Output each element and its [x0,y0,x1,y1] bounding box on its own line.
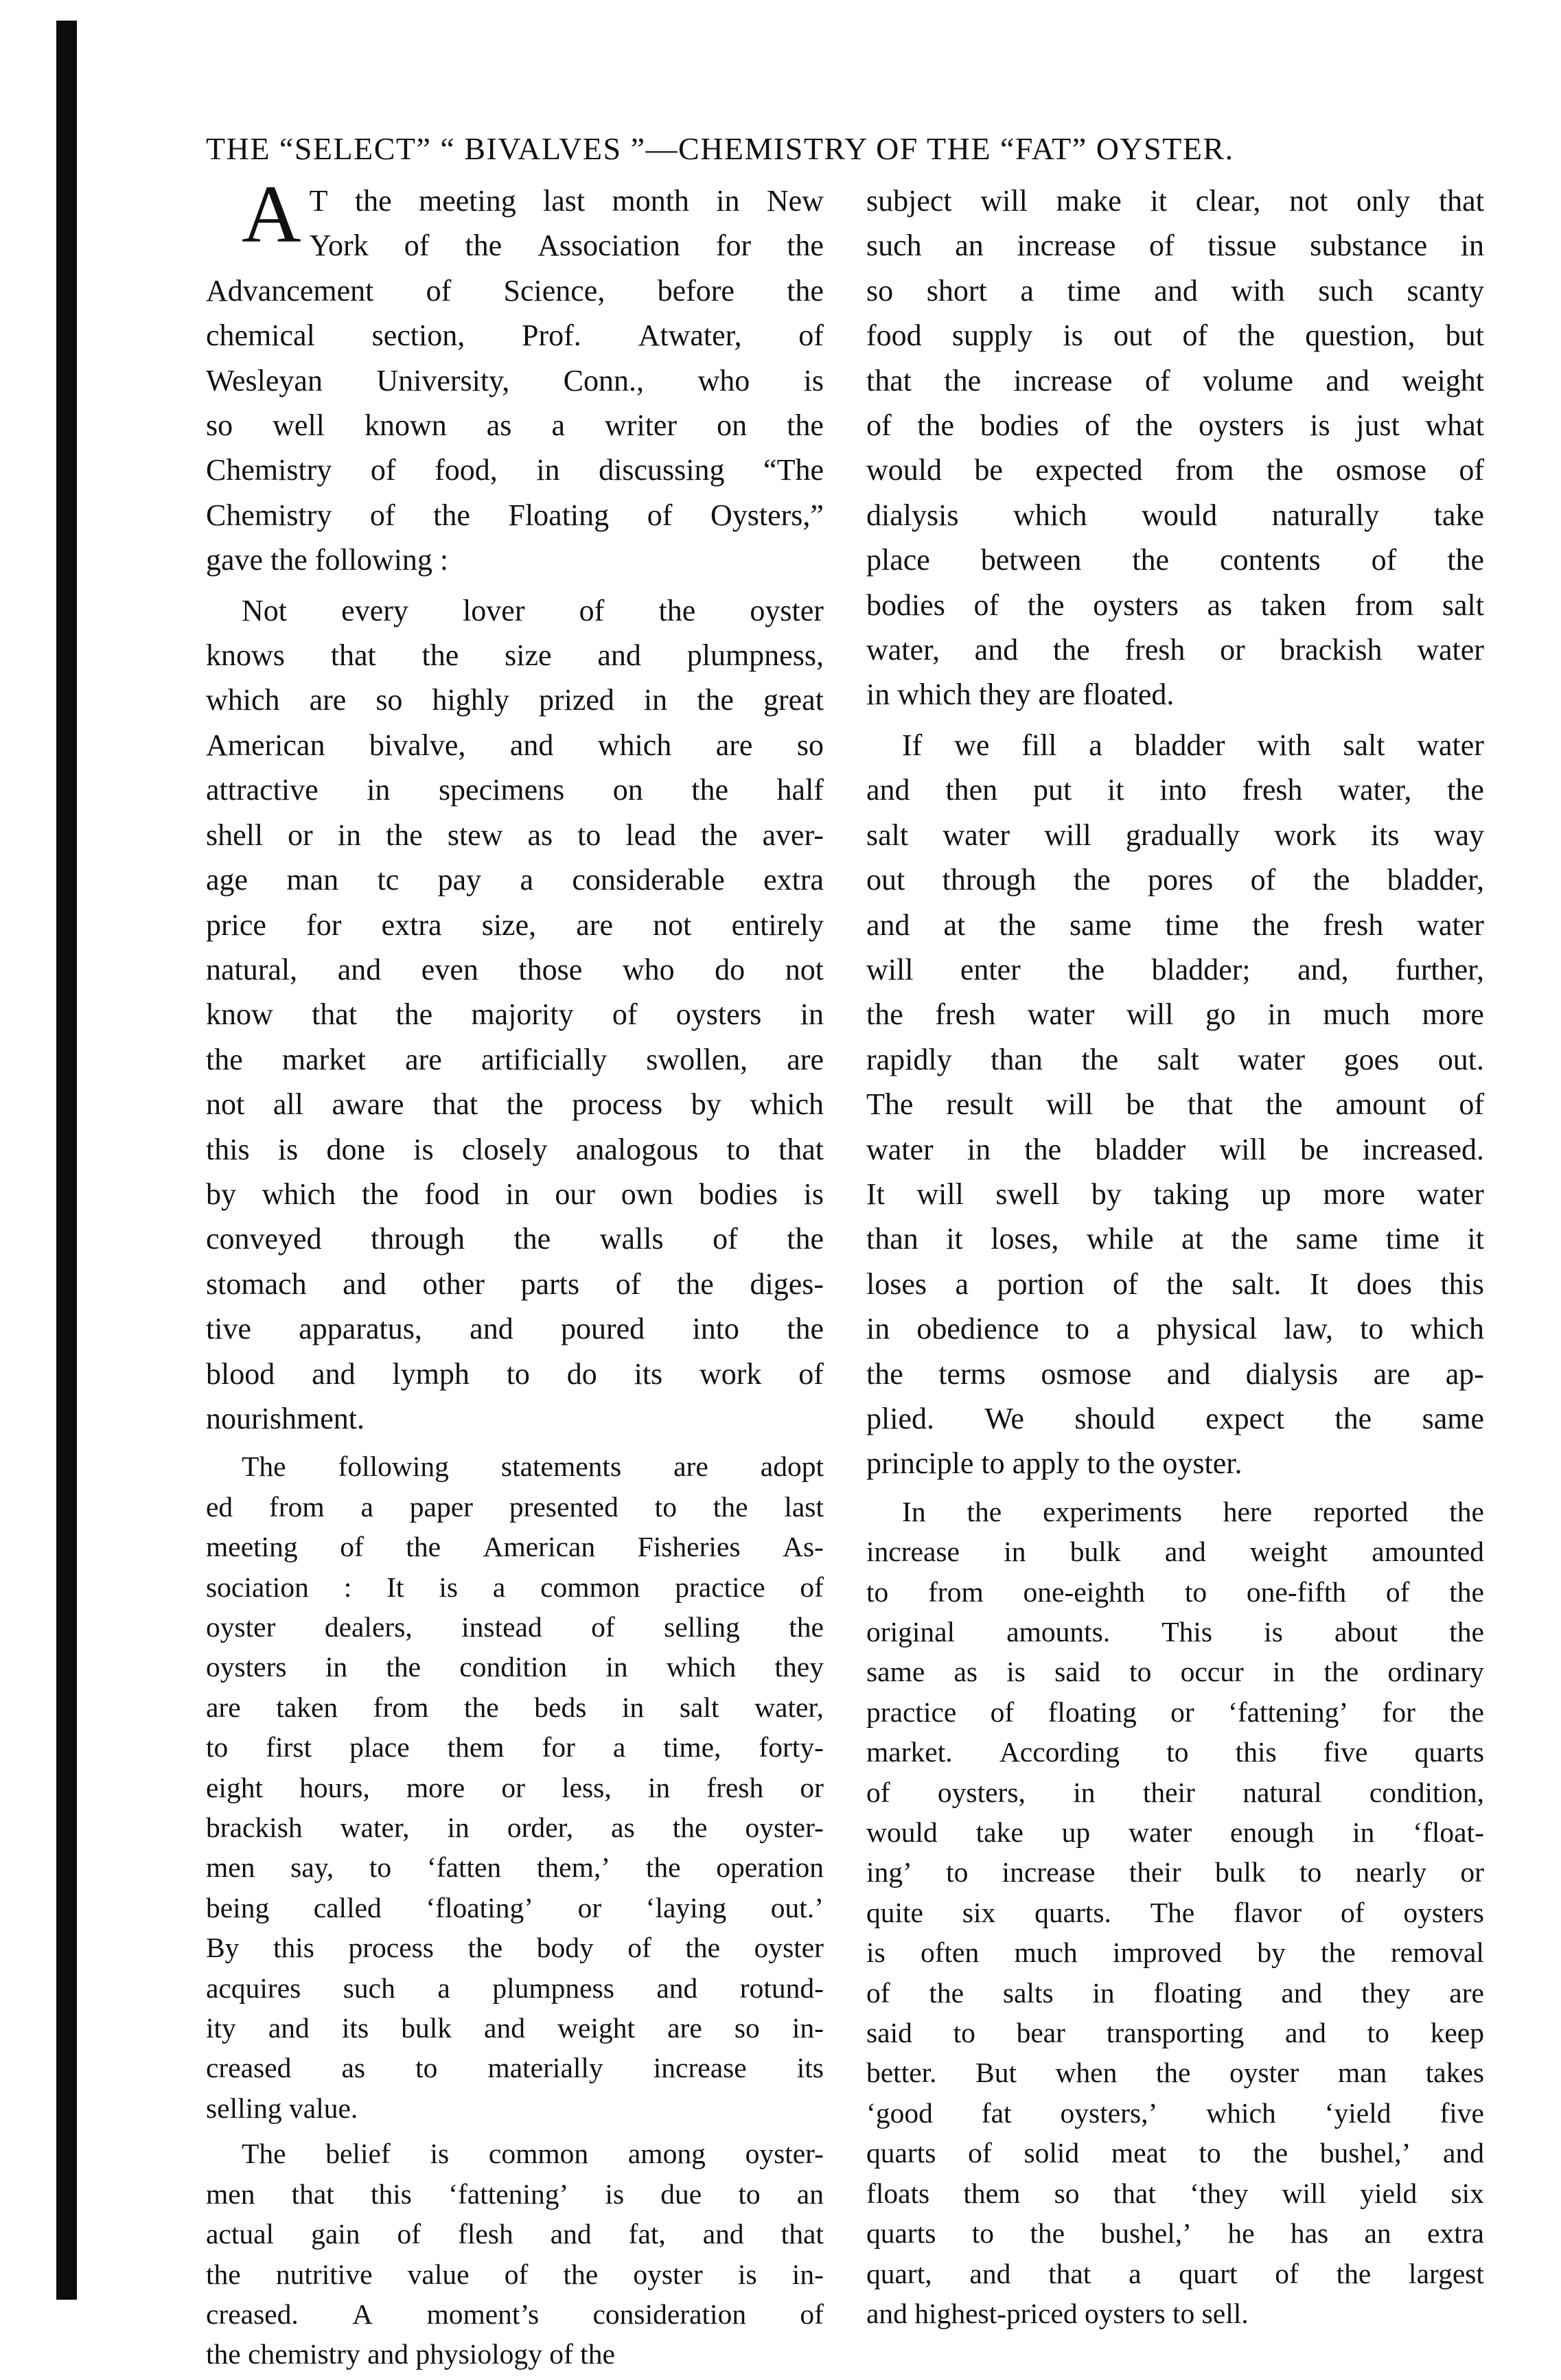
text-line: nourishment. [206,1401,365,1435]
text-line: would take up water enough in ‘float- [866,1816,1484,1849]
text-line: will enter the bladder; and, further, [866,952,1484,986]
text-line: floats them so that ‘they will yield six [866,2177,1484,2209]
intro-paragraph [206,168,824,583]
text-line: quite six quarts. The flavor of oysters [866,1896,1484,1928]
text-line: age man tc pay a considerable extra [206,863,824,897]
text-line: in obedience to a physical law, to which [866,1312,1484,1346]
text-line: acquires such a plumpness and rotund- [206,1972,824,2004]
text-line: knows that the size and plumpness, [206,638,824,673]
text-line: and highest-priced oysters to sell. [866,2297,1249,2329]
text-line: eight hours, more or less, in fresh or [206,1771,824,1803]
left-column [206,168,824,2380]
text-line: to from one-eighth to one-fifth of the [866,1575,1484,1608]
text-line: plied. We should expect the same [866,1401,1484,1435]
text-line: know that the majority of oysters in [206,997,824,1032]
text-line: the terms osmose and dialysis are ap- [866,1356,1484,1391]
paragraph-experiment-results [866,1492,1484,2334]
text-line: Not every lover of the oyster [242,593,824,627]
text-line: this is done is closely analogous to that [206,1132,824,1166]
text-line: place between the contents of the [866,543,1484,577]
article-headline: THE “SELECT” “ BIVALVES ”—CHEMISTRY OF THE “FAT” OYSTER. [206,131,1234,166]
text-line: conveyed through the walls of the [206,1222,824,1256]
paragraph-bladder-experiment [866,723,1484,1486]
text-line: so well known as a writer on the [206,408,824,443]
page-edge-bar [56,21,77,2300]
text-line: If we fill a bladder with salt water [902,728,1484,762]
text-line: Chemistry of the Floating of Oysters,” [206,498,824,532]
text-line: of the salts in floating and they are [866,1976,1484,2009]
text-line: meeting of the American Fisheries As- [206,1531,824,1563]
text-line: water in the bladder will be increased. [866,1132,1484,1166]
text-line: that the increase of volume and weight [866,363,1484,397]
text-line: loses a portion of the salt. It does this [866,1267,1484,1301]
text-line: York of the Association for the [309,229,824,263]
text-line: sociation : It is a common practice of [206,1571,824,1603]
text-line: The result will be that the amount of [866,1087,1484,1122]
text-line: of oysters, in their natural condition, [866,1776,1484,1808]
text-line: in which they are floated. [866,678,1175,712]
text-line: chemical section, Prof. Atwater, of [206,319,824,353]
text-line: oyster dealers, instead of selling the [206,1611,824,1643]
text-line: In the experiments here reported the [902,1495,1484,1527]
text-line: to first place them for a time, forty- [206,1731,824,1764]
text-line: so short a time and with such scanty [866,273,1484,308]
text-line: blood and lymph to do its work of [206,1356,824,1391]
text-line: same as is said to occur in the ordinary [866,1656,1484,1688]
text-line: natural, and even those who do not [206,952,824,986]
text-line: is often much improved by the removal [866,1937,1484,1969]
text-line: quart, and that a quart of the largest [866,2257,1484,2289]
text-line: ‘good fat oysters,’ which ‘yield five [866,2096,1484,2129]
text-line: ed from a paper presented to the last [206,1490,824,1523]
text-line: quarts to the bushel,’ he has an extra [866,2217,1484,2250]
text-line: not all aware that the process by which [206,1087,824,1122]
right-column [866,178,1484,2339]
text-line: oysters in the condition in which they [206,1651,824,1683]
text-line: which are so highly prized in the great [206,683,824,717]
text-line: men say, to ‘fatten them,’ the operation [206,1851,824,1884]
text-line: and then put it into fresh water, the [866,773,1484,807]
text-line: rapidly than the salt water goes out. [866,1042,1484,1076]
text-line: such an increase of tissue substance in [866,229,1484,263]
paragraph-floating-practice [206,1446,824,2128]
text-line: out through the pores of the bladder, [866,863,1484,897]
text-line: the market are artificially swollen, are [206,1042,824,1076]
text-line: The following statements are adopt [242,1451,824,1483]
text-line: and at the same time the fresh water [866,908,1484,942]
text-line: Chemistry of food, in discussing “The [206,453,824,487]
drop-cap: A [242,168,301,259]
text-line: price for extra size, are not entirely [206,908,824,942]
text-line: By this process the body of the oyster [206,1932,824,1964]
text-line: the chemistry and physiology of the [206,2338,615,2370]
text-line: T the meeting last month in New [309,184,824,218]
text-line: would be expected from the osmose of [866,453,1484,487]
text-line: shell or in the stew as to lead the aver- [206,818,824,852]
text-line: better. But when the oyster man takes [866,2057,1484,2089]
text-line: the fresh water will go in much more [866,997,1484,1032]
text-line: selling value. [206,2092,358,2124]
text-line: American bivalve, and which are so [206,728,824,762]
text-line: by which the food in our own bodies is [206,1177,824,1211]
paragraph-fattening-belief [206,2134,824,2374]
text-line: creased. A moment’s consideration of [206,2298,824,2330]
text-line: increase in bulk and weight amounted [866,1536,1484,1568]
text-line: The belief is common among oyster- [242,2138,824,2170]
text-line: creased as to materially increase its [206,2052,824,2084]
text-line: Wesleyan University, Conn., who is [206,363,824,397]
text-line: dialysis which would naturally take [866,498,1484,532]
text-line: market. According to this five quarts [866,1736,1484,1768]
paragraph-osmose-explanation [866,178,1484,717]
text-line: Advancement of Science, before the [206,273,824,308]
text-line: water, and the fresh or brackish water [866,633,1484,667]
text-line: men that this ‘fattening’ is due to an [206,2177,824,2210]
text-line: are taken from the beds in salt water, [206,1691,824,1723]
text-line: the nutritive value of the oyster is in- [206,2258,824,2290]
text-line: subject will make it clear, not only that [866,184,1484,218]
text-line: than it loses, while at the same time it [866,1222,1484,1256]
text-line: said to bear transporting and to keep [866,2017,1484,2049]
text-line: salt water will gradually work its way [866,818,1484,852]
text-line: principle to apply to the oyster. [866,1446,1242,1481]
text-line: ing’ to increase their bulk to nearly or [866,1856,1484,1888]
text-line: ity and its bulk and weight are so in- [206,2012,824,2044]
text-line: It will swell by taking up more water [866,1177,1484,1211]
text-line: practice of floating or ‘fattening’ for the [866,1696,1484,1728]
text-line: food supply is out of the question, but [866,319,1484,353]
text-line: brackish water, in order, as the oyster- [206,1812,824,1844]
text-line: bodies of the oysters as taken from salt [866,588,1484,622]
text-line: gave the following : [206,543,449,577]
text-line: original amounts. This is about the [866,1616,1484,1648]
text-line: actual gain of flesh and fat, and that [206,2218,824,2250]
text-line: attractive in specimens on the half [206,773,824,807]
text-line: of the bodies of the oysters is just what [866,408,1484,443]
text-line: quarts of solid meat to the bushel,’ and [866,2137,1484,2169]
paragraph-oyster-plumpness [206,588,824,1442]
text-line: being called ‘floating’ or ‘laying out.’ [206,1891,824,1923]
text-line: stomach and other parts of the diges- [206,1267,824,1301]
text-line: tive apparatus, and poured into the [206,1312,824,1346]
